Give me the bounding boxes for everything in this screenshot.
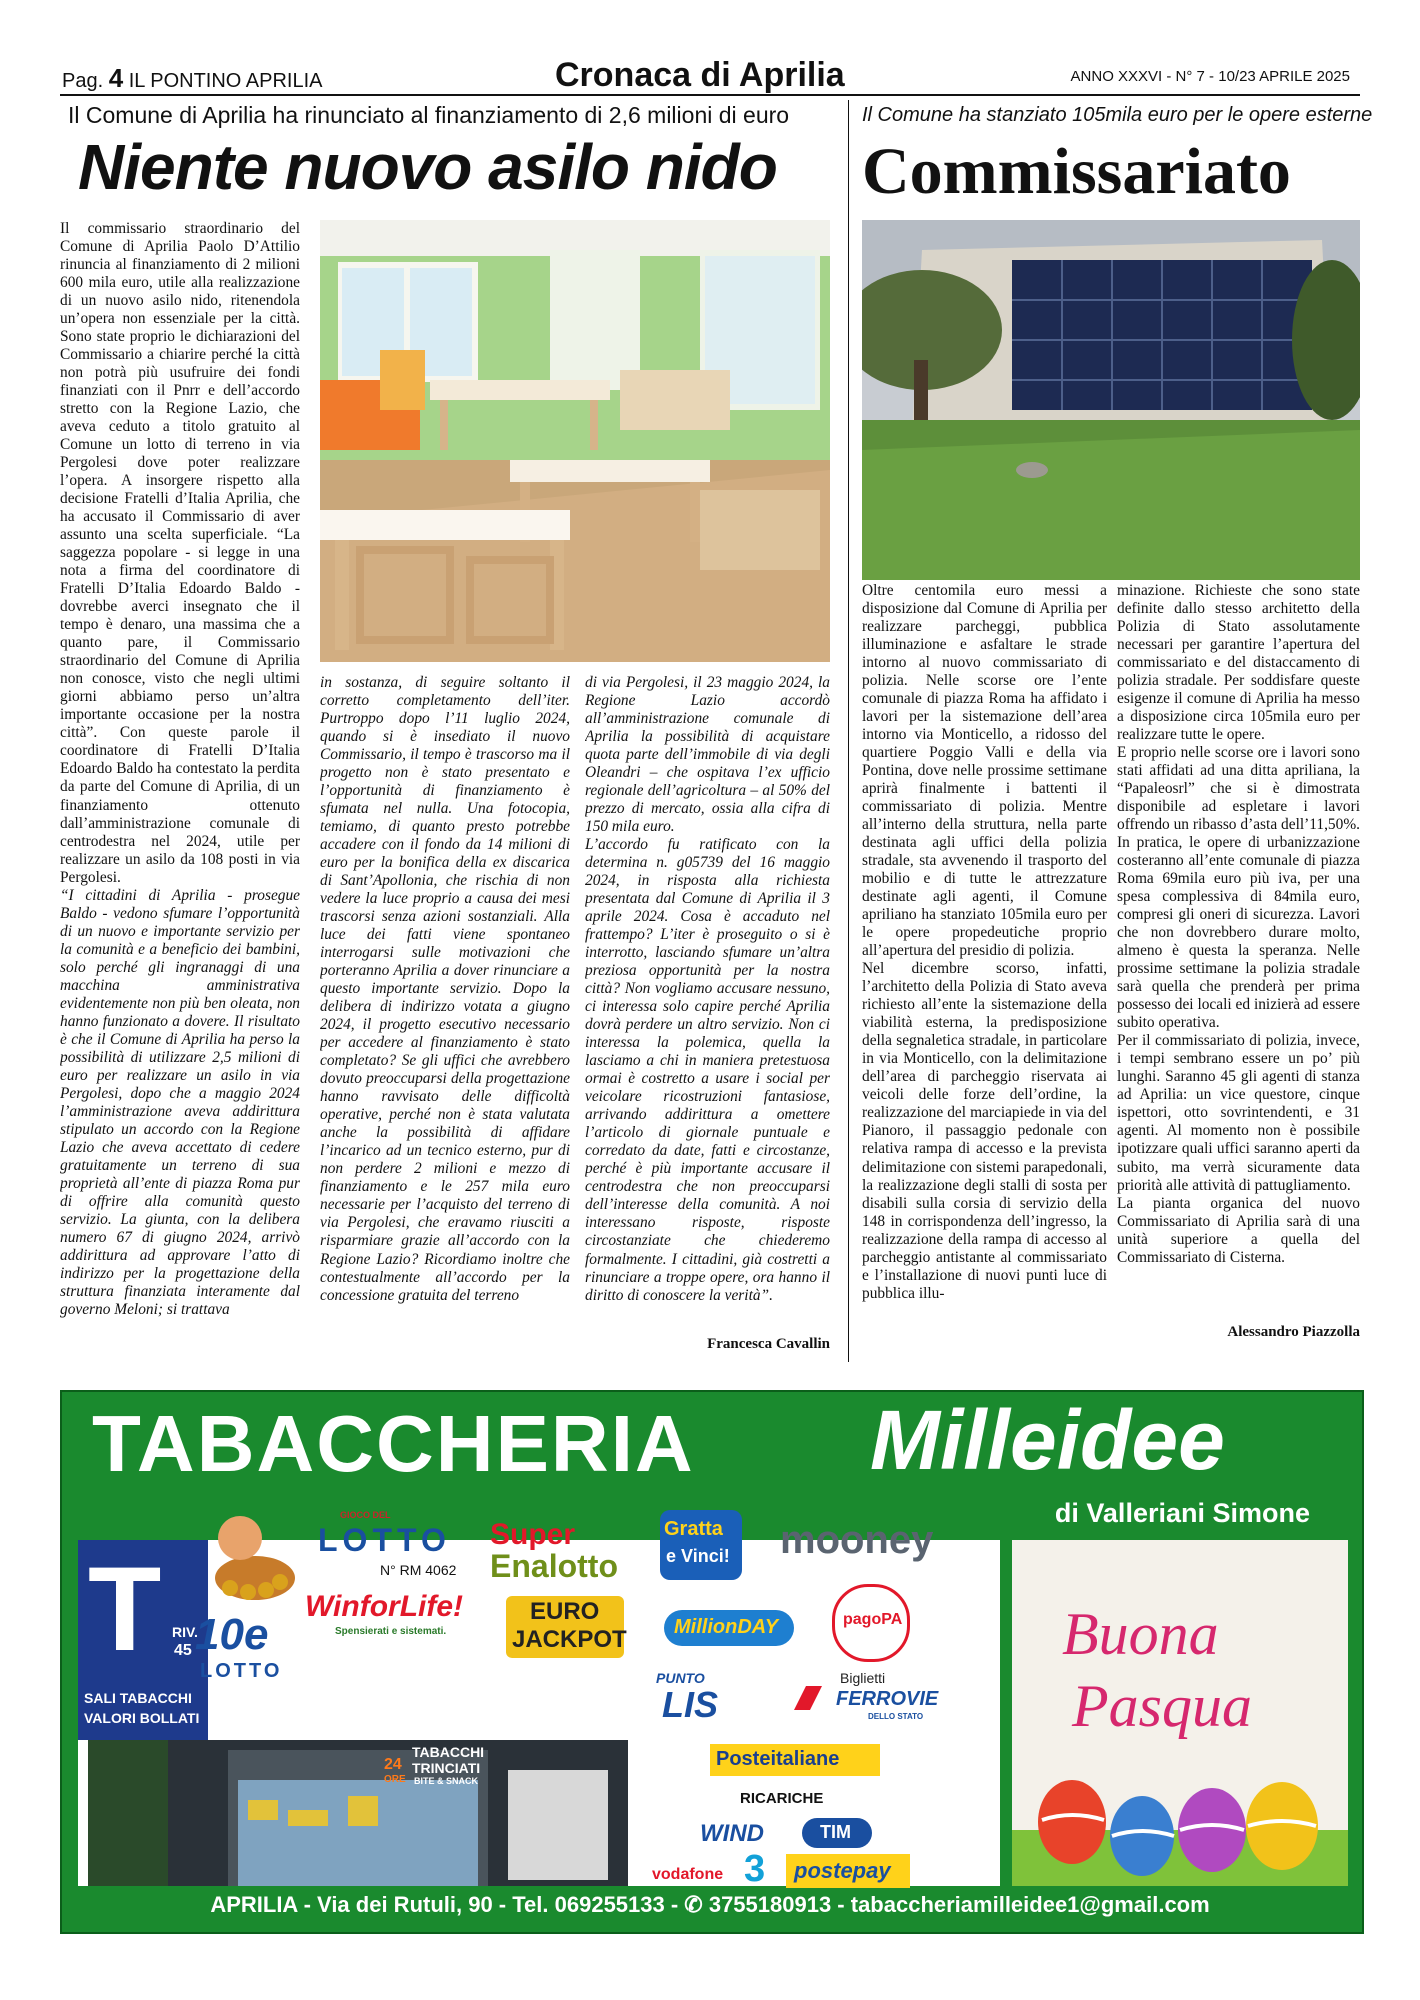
shop-sign-line3: BITE & SNACK bbox=[414, 1776, 479, 1786]
pagopa-text: pagoPA bbox=[843, 1611, 903, 1628]
posteitaliane-logo bbox=[710, 1744, 880, 1776]
lotto-code: N° RM 4062 bbox=[380, 1562, 457, 1578]
ad-shop-name-script: Milleidee bbox=[870, 1393, 1225, 1487]
left-headline: Niente nuovo asilo nido bbox=[78, 131, 777, 203]
ad-owner: di Valleriani Simone bbox=[1054, 1498, 1310, 1528]
header-rule bbox=[60, 94, 1360, 96]
tim-logo bbox=[802, 1818, 872, 1848]
paragraph: Oltre centomila euro messi a disposizione dal Comune di Aprilia per realizzare parcheggi, pubblica illuminazione e asfaltare le strade intorno al nuovo commissariato di polizia. Nelle scorse ore l’ente comunale di piazza Roma ha affidato i lavori per la sistemazione dell’area intorno via Monticello, a ridosso del quartiere Poggio Valli e della via Pontina, dove nelle prossime settimane aprirà finalmente i battenti il commissariato di polizia. Mentre all’interno della struttura, nella parte destinata agli uffici della polizia stradale, sta avvenendo il trasporto del mobilio e di tutte le attrezzature destinate agli agenti, il Comune apriliano ha stanziato 105mila euro per le opere propedeutiche proprio all’apertura del presidio di polizia. bbox=[862, 582, 1107, 960]
paragraph: Nel dicembre scorso, infatti, l’architetto della Polizia di Stato aveva richiesto all’ente la sistemazione della viabilità esterna, la predisposizione della segnaletica stradale, in particolare in via Monticello, con la delimitazione dell’area di parcheggio riservata ai veicoli delle forze dell’ordine, la realizzazione del marciapiede in via del Pianoro, il passaggio pedonale con relativa rampa di accesso e la prevista delimitazione con sistemi parapedonali, la realizzazione degli stalli di sosta per disabili sulla corsia di servizio della 148 in corrispondenza dell’ingresso, la realizzazione della rampa di accesso al parcheggio antistante al commissariato e l’installazione di nuovi punti luce di pubblica illu- bbox=[862, 960, 1107, 1302]
ferrovie-icon bbox=[790, 1680, 826, 1716]
ad-shop-name: TABACCHERIA bbox=[92, 1399, 695, 1488]
ricariche-label: RICARICHE bbox=[740, 1790, 824, 1807]
easter-greeting-2: Pasqua bbox=[1072, 1673, 1252, 1739]
vodafone-logo: vodafone bbox=[652, 1866, 724, 1883]
postepay-text: postepay bbox=[794, 1858, 891, 1883]
shop-sign-line1: TABACCHI bbox=[412, 1744, 485, 1760]
millionday-text: MillionDAY bbox=[674, 1616, 779, 1638]
page-label bbox=[62, 63, 323, 94]
superenalotto-logo-top: Super bbox=[490, 1518, 576, 1551]
right-article-col2 bbox=[1117, 582, 1360, 1322]
millionday-logo bbox=[664, 1610, 794, 1646]
right-headline: Commissariato bbox=[862, 135, 1291, 208]
section-title: Cronaca di Aprilia bbox=[555, 56, 845, 94]
paragraph: in sostanza, di seguire soltanto il corretto completamento dell’iter. Purtroppo dopo l’11 luglio 2024, quando si è insediato il nuovo Commissario, il tempo è trascorso ma il progetto non è stato presentato e l’opportunità di finanziamento è sfumata nel nulla. Una fotocopia, temiamo, di quanto presto potrebbe accadere con il fondo da 14 milioni di euro per la bonifica della ex discarica di Sant’Apollonia, che rischia di non vedere la luce proprio a causa dei mesi trascorsi senza azioni sostanziali. Alla luce dei fatti viene spontaneo interrogarsi sulle motivazioni che porteranno Aprilia a dover rinunciare a questo importante servizio. Dopo la delibera di indirizzo votata a giugno 2024, il progetto esecutivo necessario per accedere al finanziamento è stato completato? Se gli uffici che avrebbero dovuto preoccuparsi della progettazione hanno ravvisato delle difficoltà operative, perché non è stata valutata anche la possibilità di affidare l’incarico ad un tecnico esterno, pur di non perdere 2 milioni e mezzo di finanziamento e le 257 mila euro necessarie per l’acquisto del terreno di via Pergolesi, che eravamo riusciti a risparmiare grazie all’accordo con la Regione Lazio? Ricordiamo inoltre che contestualmente all’accordo per la concessione gratuita del terreno bbox=[320, 674, 570, 1304]
puntolis-logo bbox=[656, 1670, 736, 1730]
shop-sign-ore: ORE bbox=[384, 1774, 406, 1785]
tenelotto-logo: 10e bbox=[195, 1610, 269, 1659]
column-divider bbox=[848, 100, 849, 1362]
paragraph: “I cittadini di Aprilia - prosegue Baldo - vedono sfumare l’opportunità di un nuovo e importante servizio per la comunità e a beneficio dei bambini, solo perché gli ingranaggi di una macchina amministrativa evidentemente non più ben oleata, non hanno funzionato a dovere. Il risultato è che il Comune di Aprilia ha perso la possibilità di utilizzare 2,5 milioni di euro per realizzare un asilo in via Pergolesi, dopo che a maggio 2024 l’amministrazione aveva addirittura stipulato un accordo con la Regione Lazio che aveva accettato di cedere gratuitamente un terreno di sua proprietà all’ente di piazza Roma pur di offrire alla comunità questo servizio. La giunta, con la delibera numero 67 di giugno 2024, arrivò addirittura ad approvare l’atto di indirizzo per la progettazione della struttura finanziata interamente dal governo Meloni; si trattava bbox=[60, 886, 300, 1318]
police-station-photo bbox=[862, 220, 1360, 580]
page-number: 4 bbox=[108, 63, 124, 93]
winforlife-logo: WinforLife! bbox=[305, 1590, 464, 1623]
issue-info: ANNO XXXVI - N° 7 - 10/23 APRILE 2025 bbox=[1070, 68, 1350, 85]
left-article-col3 bbox=[585, 674, 830, 1334]
shop-sign-24: 24 bbox=[384, 1756, 402, 1773]
paragraph: Per il commissariato di polizia, invece, i tempi sembrano essere un po’ più lunghi. Saranno 45 gli agenti di stanza ad Aprilia: un vice questore, cinque ispettori, otto sovrintendenti, e 31 agenti. Al momento non è possibile ipotizzare quali uffici saranno aperti da subito, ma verrà sicuramente data priorità alle attività di pattugliamento. bbox=[1117, 1032, 1360, 1194]
tabacchi-line2: VALORI BOLLATI bbox=[84, 1710, 200, 1726]
paragraph: Il commissario straordinario del Comune di Aprilia Paolo D’Attilio rinuncia al finanziamento di 2 milioni 600 mila euro, utile alla realizzazione di un nuovo asilo nido, ritenendola un’opera non essenziale per la città. Sono state proprio le dichiarazioni del Commissario a chiarire perché la città non potrà più usufruire dei fondi finanziati con il Pnrr e dell’accordo stretto con la Regione Lazio, che aveva ceduto a titolo gratuito al Comune un lotto di terreno in via Pergolesi dove poter realizzare l’opera. A insorgere rispetto alla decisione Fratelli d’Italia Aprilia, che ha accusato il Commissario di aver assunto una scelta superficiale. “La saggezza popolare - si legge in una nota a firma del coordinatore di Fratelli D’Italia Edoardo Baldo - dovrebbe averci insegnato che il tempo è denaro, una massima che a quanto pare, il Commissario straordinario del Comune di Aprilia non conosce, visto che negli ultimi giorni abbiamo perso un’altra importante occasione per la nostra città”. Con queste parole il coordinatore di Fratelli D’Italia Edoardo Baldo ha contestato la perdita da parte del Comune di Aprilia, di un finanziamento ottenuto dall’amministrazione comunale di centrodestra nel 2024, utile per realizzare un asilo da 108 posti in via Pergolesi. bbox=[60, 220, 300, 886]
paragraph: L’accordo fu ratificato con la determina n. g05739 del 16 maggio 2024, in risposta alla richiesta presentata dal Comune di Aprilia il 3 aprile 2024. Cosa è accaduto nel frattempo? L’iter è proseguito o si è interrotto, lasciando sfumare un’altra preziosa opportunità per la nostra città? Non vogliamo accusare nessuno, ci interessa solo capire perché Aprilia dovrà perdere un altro servizio. Non ci interessa la polemica, quella la lasciamo a chi in maniera pretestuosa ormai è costretto a usare i social per veicolare ricostruzioni fantasiose, arrivando addirittura a omettere l’articolo di giornale puntuale e corredato da date, fatti e circostanze, perché è più importante accusare il centrodestra che non preoccuparsi dell’interesse della comunità. A noi interessano risposte, risposte circostanziate che chiederemo formalmente. I cittadini, già costretti a rinunciare a troppe opere, ora hanno il diritto di conoscere la verità”. bbox=[585, 836, 830, 1304]
shop-sign-line2: TRINCIATI bbox=[412, 1760, 481, 1776]
left-article-col1 bbox=[60, 220, 300, 1360]
right-signature: Alessandro Piazzolla bbox=[1227, 1324, 1360, 1340]
lis-text: LIS bbox=[662, 1684, 719, 1725]
left-article-col2 bbox=[320, 674, 570, 1360]
paragraph: minazione. Richieste che sono state definite dallo stesso architetto della Polizia di Stato assolutamente necessari per garantire l’apertura del commissariato e del distaccamento di polizia stradale. Per soddisfare queste esigenze il comune di Aprilia ha messo a disposizione circa 105mila euro per realizzare tutte le opere. bbox=[1117, 582, 1360, 744]
ferrovie-label: FERROVIE bbox=[836, 1688, 939, 1710]
jackpot-text: JACKPOT bbox=[512, 1626, 627, 1653]
left-kicker: Il Comune di Aprilia ha rinunciato al finanziamento di 2,6 milioni di euro bbox=[68, 102, 790, 128]
right-kicker: Il Comune ha stanziato 105mila euro per le opere esterne bbox=[862, 104, 1373, 126]
ad-contact-footer: APRILIA - Via dei Rutuli, 90 - Tel. 069255133 - ✆ 3755180913 - tabaccheriamilleidee1@gmail.com bbox=[210, 1892, 1210, 1917]
superenalotto-logo-bottom: Enalotto bbox=[490, 1548, 618, 1584]
paragraph: E proprio nelle scorse ore i lavori sono stati affidati ad una ditta apriliana, la “Papaleosrl” che si è dimostrata disponibile ad espletare i lavori offrendo un ribasso d’asta dell’11,50%. In pratica, le opere di urbanizzazione costeranno all’ente comunale di piazza Roma 69mila euro più iva, per una spesa complessiva di 84mila euro, compresi gli oneri di sicurezza. Lavori che non dovrebbero durare molto, almeno è questa la speranza. Nelle prossime settimane la polizia stradale sarà quella che prenderà per prima possesso dei locali ed inizierà ad essere subito operativa. bbox=[1117, 744, 1360, 1032]
paragraph: di via Pergolesi, il 23 maggio 2024, la Regione Lazio accordò all’amministrazione comunale di Aprilia la possibilità di acquistare quota parte dell’immobile di via degli Oleandri – che ospitava l’ex ufficio regionale dell’agricoltura – al 50% del prezzo di mercato, ossia alla cifra di 150 mila euro. bbox=[585, 674, 830, 836]
lotto-logo: LOTTO bbox=[318, 1522, 451, 1558]
gratta-e-vinci-logo bbox=[660, 1510, 742, 1580]
vinci-text: e Vinci! bbox=[666, 1546, 730, 1566]
easter-panel bbox=[1012, 1540, 1348, 1886]
tim-text: TIM bbox=[820, 1822, 851, 1842]
mooney-logo: mooney bbox=[780, 1518, 934, 1562]
ferrovie-sub: DELLO STATO bbox=[868, 1712, 924, 1721]
punto-text: PUNTO bbox=[656, 1670, 705, 1686]
publication-name: IL PONTINO APRILIA bbox=[128, 70, 323, 92]
cornucopia-icon bbox=[200, 1498, 310, 1608]
paragraph: La pianta organica del nuovo Commissariato di Aprilia sarà di una unità superiore a quella del Commissariato di Cisterna. bbox=[1117, 1194, 1360, 1266]
pagopa-logo bbox=[832, 1584, 910, 1662]
easter-greeting-1: Buona bbox=[1062, 1601, 1219, 1667]
tabacchi-riv-number: 45 bbox=[174, 1642, 192, 1659]
euro-text: EURO bbox=[530, 1598, 600, 1625]
right-article-col1 bbox=[862, 582, 1107, 1342]
easter-eggs-icon bbox=[1012, 1540, 1348, 1886]
tre-logo: 3 bbox=[744, 1848, 766, 1890]
left-signature: Francesca Cavallin bbox=[707, 1336, 830, 1352]
tabacchi-line1: SALI TABACCHI bbox=[84, 1690, 192, 1706]
winforlife-sub: Spensierati e sistemati. bbox=[335, 1626, 447, 1637]
gratta-text: Gratta bbox=[664, 1518, 723, 1540]
wind-logo: WIND bbox=[700, 1820, 764, 1847]
tabacchi-riv: RIV. bbox=[172, 1624, 198, 1640]
postepay-logo bbox=[786, 1854, 910, 1888]
lotto-small-label: GIOCO DEL bbox=[340, 1510, 391, 1520]
tenelotto-logo-bottom: LOTTO bbox=[200, 1660, 283, 1682]
tabacchi-sign bbox=[78, 1540, 208, 1740]
eurojackpot-logo bbox=[506, 1596, 627, 1658]
shop-photo bbox=[88, 1740, 628, 1886]
page-label-text: Pag. bbox=[62, 70, 104, 92]
nursery-photo bbox=[320, 220, 830, 662]
posteitaliane-text: Posteitaliane bbox=[716, 1748, 840, 1770]
tabacchi-t-letter: T bbox=[88, 1542, 162, 1676]
biglietti-label: Biglietti bbox=[840, 1670, 886, 1686]
